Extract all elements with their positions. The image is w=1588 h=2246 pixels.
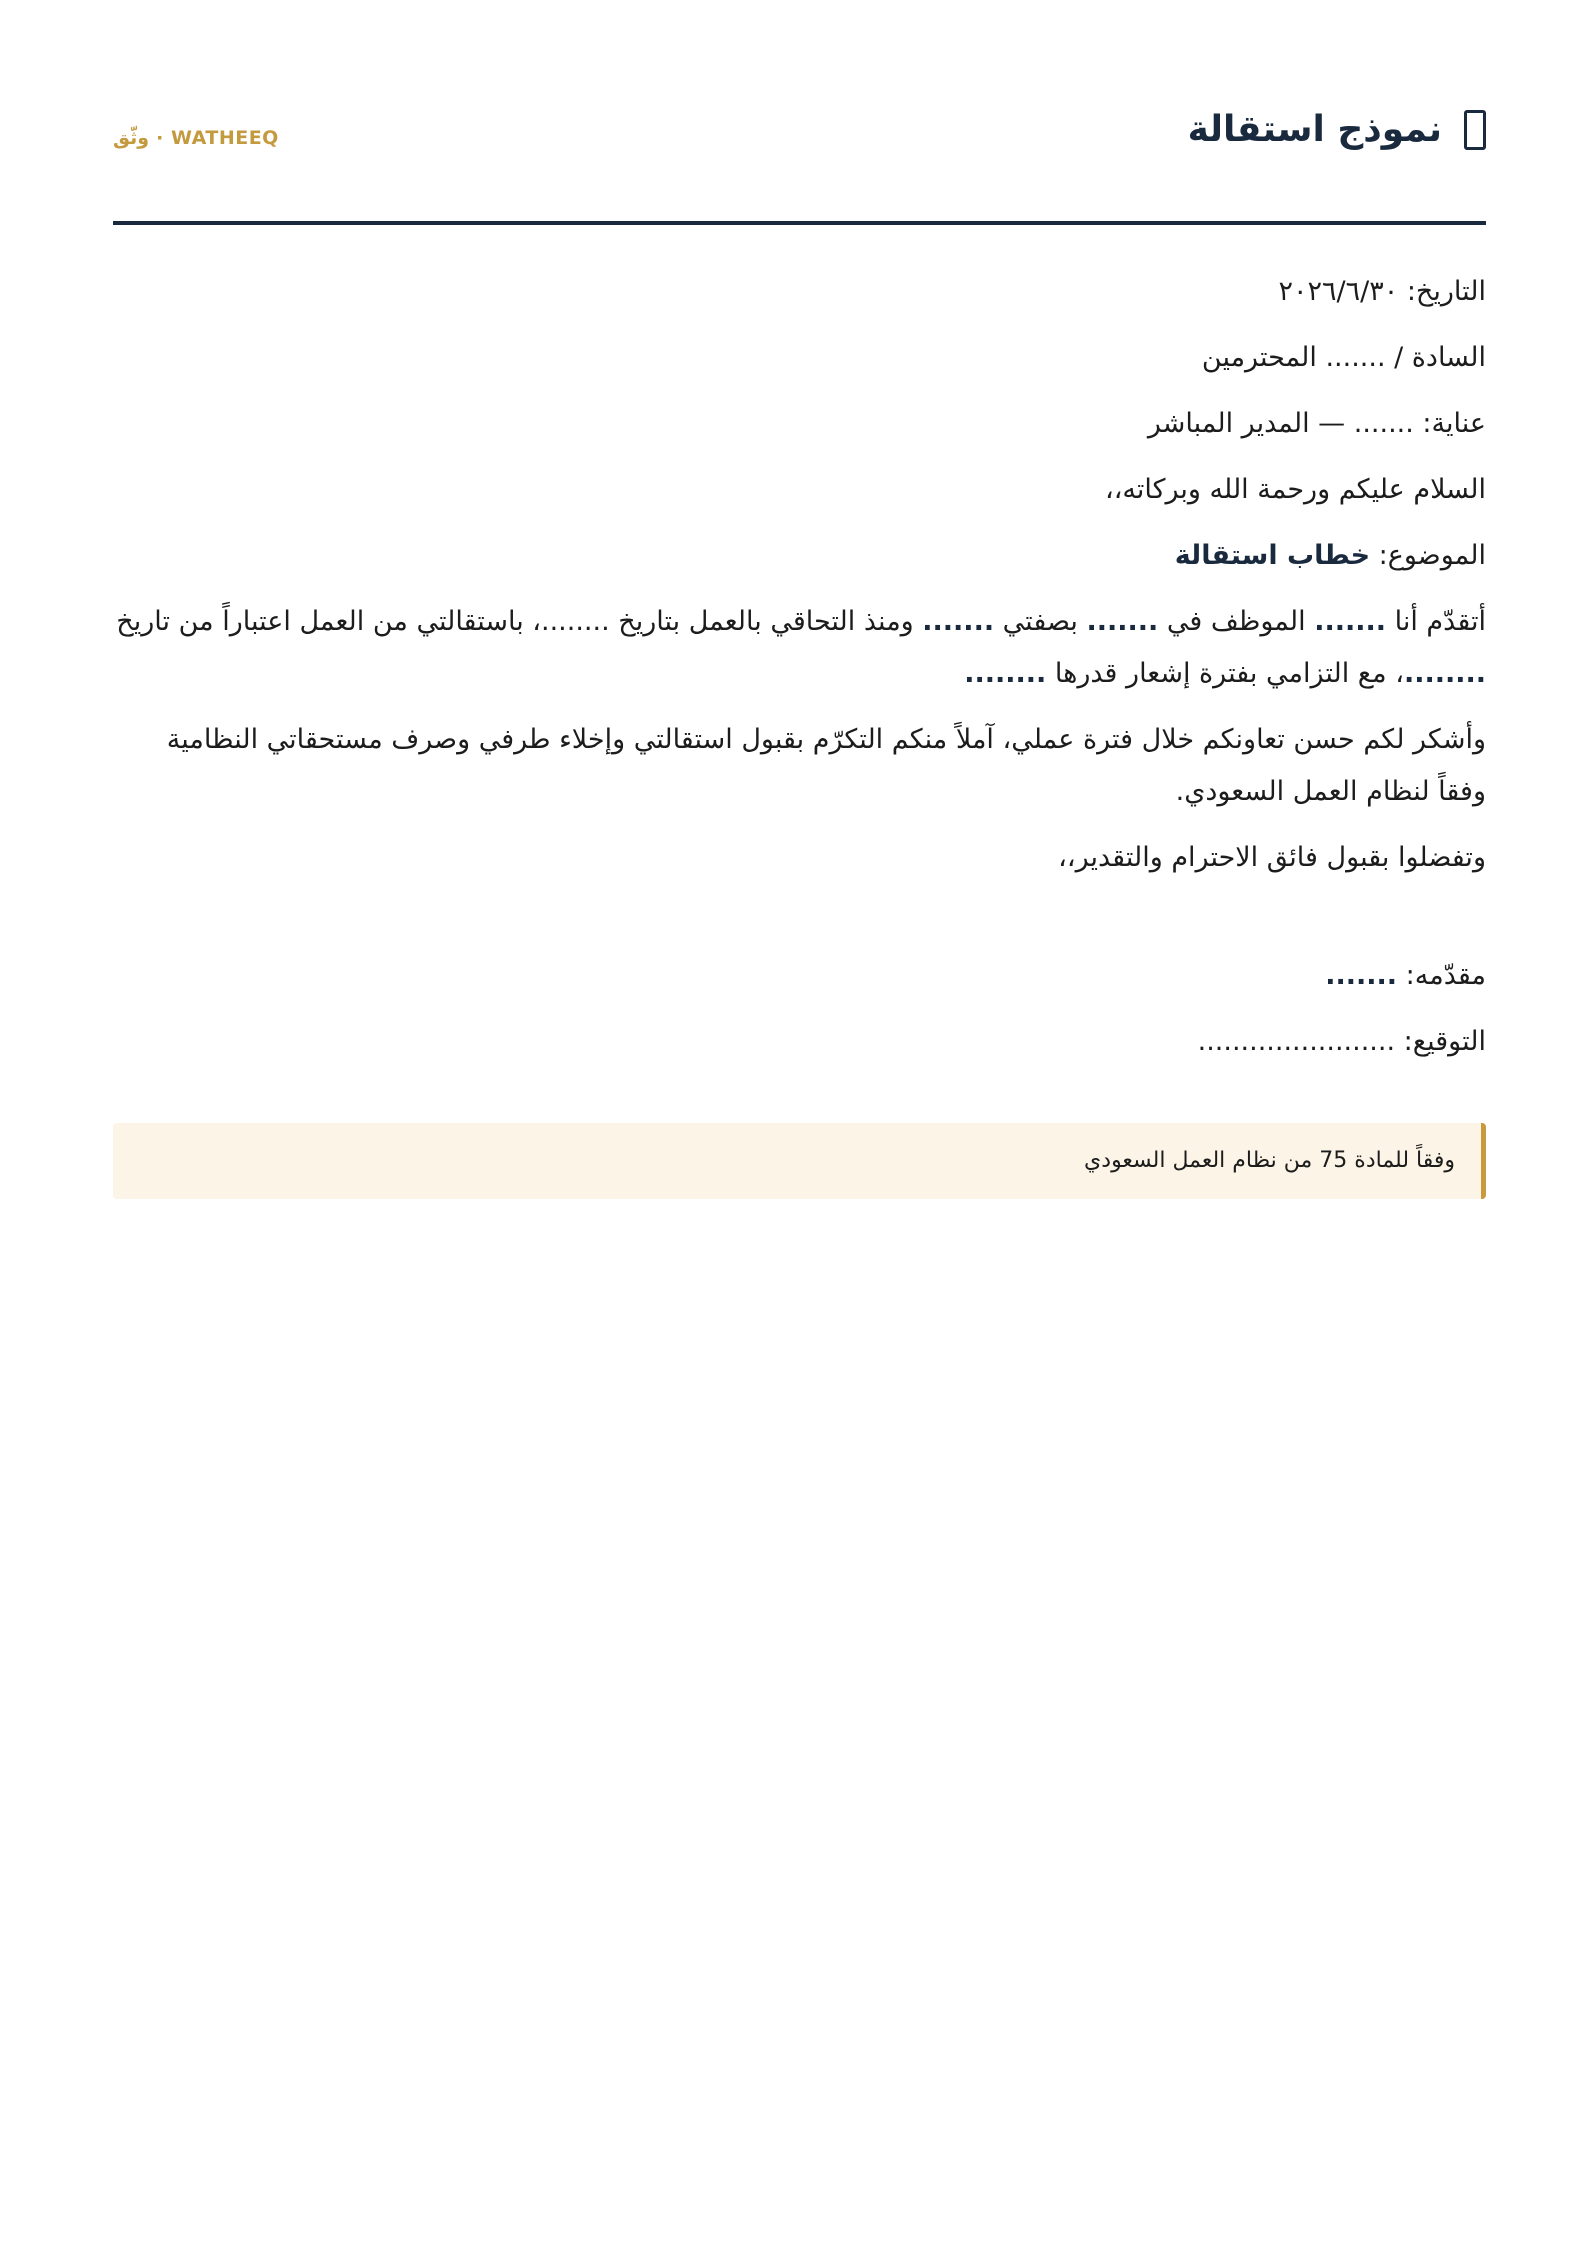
document-page [113, 0, 1486, 2246]
signature-label: التوقيع: [1403, 1026, 1486, 1057]
closing-line: وتفضلوا بقبول فائق الاحترام والتقدير،، [1058, 842, 1486, 873]
legal-note-text: وفقاً للمادة 75 من نظام العمل السعودي [1084, 1148, 1455, 1173]
company-field: ....... [1086, 606, 1159, 637]
paragraph-text-4: ومنذ التحاقي بالعمل بتاريخ ........، باستقالتي من العمل اعتباراً من تاريخ [116, 606, 923, 637]
brand-label: WATHEEQ · وثّق [113, 127, 279, 149]
addressee-line: السادة / ....... المحترمين [1201, 342, 1486, 373]
employee-name-field: ....... [1314, 606, 1387, 637]
attention-line: عناية: ....... — المدير المباشر [1147, 408, 1486, 439]
paragraph-text-5: ، مع التزامي بفترة إشعار قدرها [1046, 658, 1404, 689]
date-label: التاريخ: [1406, 276, 1486, 307]
legal-note [113, 1123, 1486, 1199]
paragraph-text-2: الموظف في [1158, 606, 1315, 637]
paragraph-text-3: بصفتي [994, 606, 1087, 637]
subject-label: الموضوع: [1378, 540, 1486, 571]
submitter-line [113, 950, 1486, 1002]
page-title: نموذج استقالة [1187, 109, 1442, 150]
subject-value: خطاب استقالة [1174, 540, 1371, 571]
position-field: ....... [922, 606, 995, 637]
date-line [113, 266, 1486, 318]
submitter-label: مقدّمه: [1405, 960, 1486, 991]
date-value: ٢٠٢٦/٦/٣٠ [1278, 276, 1399, 307]
document-icon [1464, 110, 1486, 150]
header-divider [113, 221, 1486, 225]
letter-body [113, 266, 1486, 1082]
thanks-paragraph: وأشكر لكم حسن تعاونكم خلال فترة عملي، آملاً منكم التكرّم بقبول استقالتي وإخلاء طرفي وصرف مستحقاتي النظامية وفقاً لنظام العمل السعودي. [166, 724, 1486, 807]
subject-line [113, 530, 1486, 582]
title-group [1188, 110, 1486, 150]
paragraph-text-1: أتقدّم أنا [1386, 606, 1486, 637]
submitter-value: ....... [1325, 960, 1398, 991]
header [113, 110, 1486, 180]
greeting-line: السلام عليكم ورحمة الله وبركاته،، [1105, 474, 1486, 505]
signature-value: ....................... [1197, 1026, 1396, 1057]
effective-date-field: ........ [1403, 658, 1486, 689]
resignation-paragraph [113, 596, 1486, 700]
signature-line [113, 1016, 1486, 1068]
notice-period-field: ........ [964, 658, 1047, 689]
spacer [113, 898, 1486, 950]
